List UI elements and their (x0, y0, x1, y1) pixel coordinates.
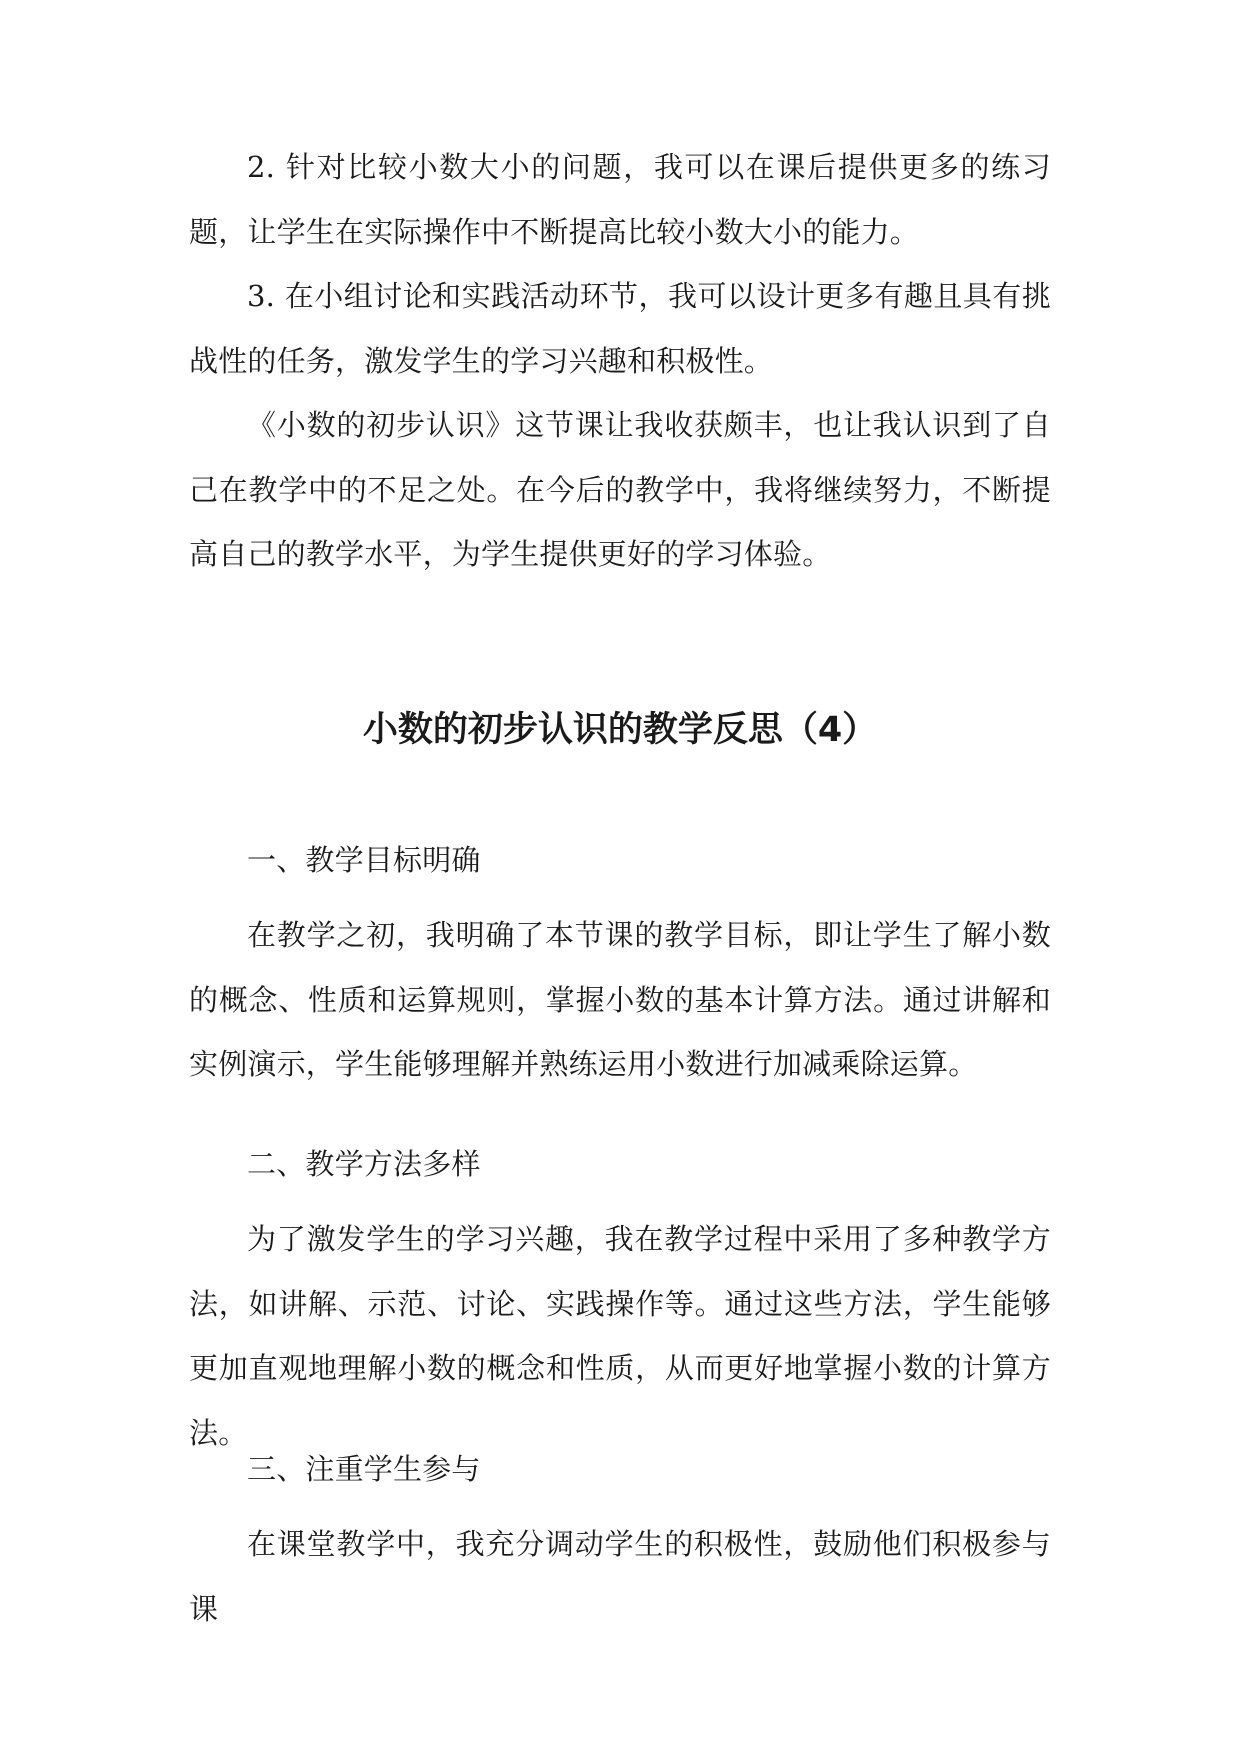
section-heading-1: 一、教学目标明确 (247, 843, 481, 877)
section-body-1: 在教学之初，我明确了本节课的教学目标，即让学生了解小数的概念、性质和运算规则，掌握小数的基本计算方法。通过讲解和实例演示，学生能够理解并熟练运用小数进行加减乘除运算。 (189, 918, 1051, 1081)
section-body-3: 在课堂教学中，我充分调动学生的积极性，鼓励他们积极参与课 (189, 1527, 1051, 1626)
paragraph-improvement-2: 2. 针对比较小数大小的问题，我可以在课后提供更多的练习题，让学生在实际操作中不断提高比较小数大小的能力。 (189, 150, 1051, 249)
paragraph-conclusion: 《小数的初步认识》这节课让我收获颇丰，也让我认识到了自己在教学中的不足之处。在今后的教学中，我将继续努力，不断提高自己的教学水平，为学生提供更好的学习体验。 (189, 408, 1051, 571)
section-title: 小数的初步认识的教学反思（4） (362, 710, 878, 750)
paragraph-improvement-3: 3. 在小组讨论和实践活动环节，我可以设计更多有趣且具有挑战性的任务，激发学生的学习兴趣和积极性。 (189, 279, 1051, 378)
section-heading-3: 三、注重学生参与 (247, 1452, 481, 1486)
section-heading-2: 二、教学方法多样 (247, 1147, 481, 1181)
section-body-2: 为了激发学生的学习兴趣，我在教学过程中采用了多种教学方法，如讲解、示范、讨论、实践操作等。通过这些方法，学生能够更加直观地理解小数的概念和性质，从而更好地掌握小数的计算方法。 (189, 1222, 1051, 1450)
